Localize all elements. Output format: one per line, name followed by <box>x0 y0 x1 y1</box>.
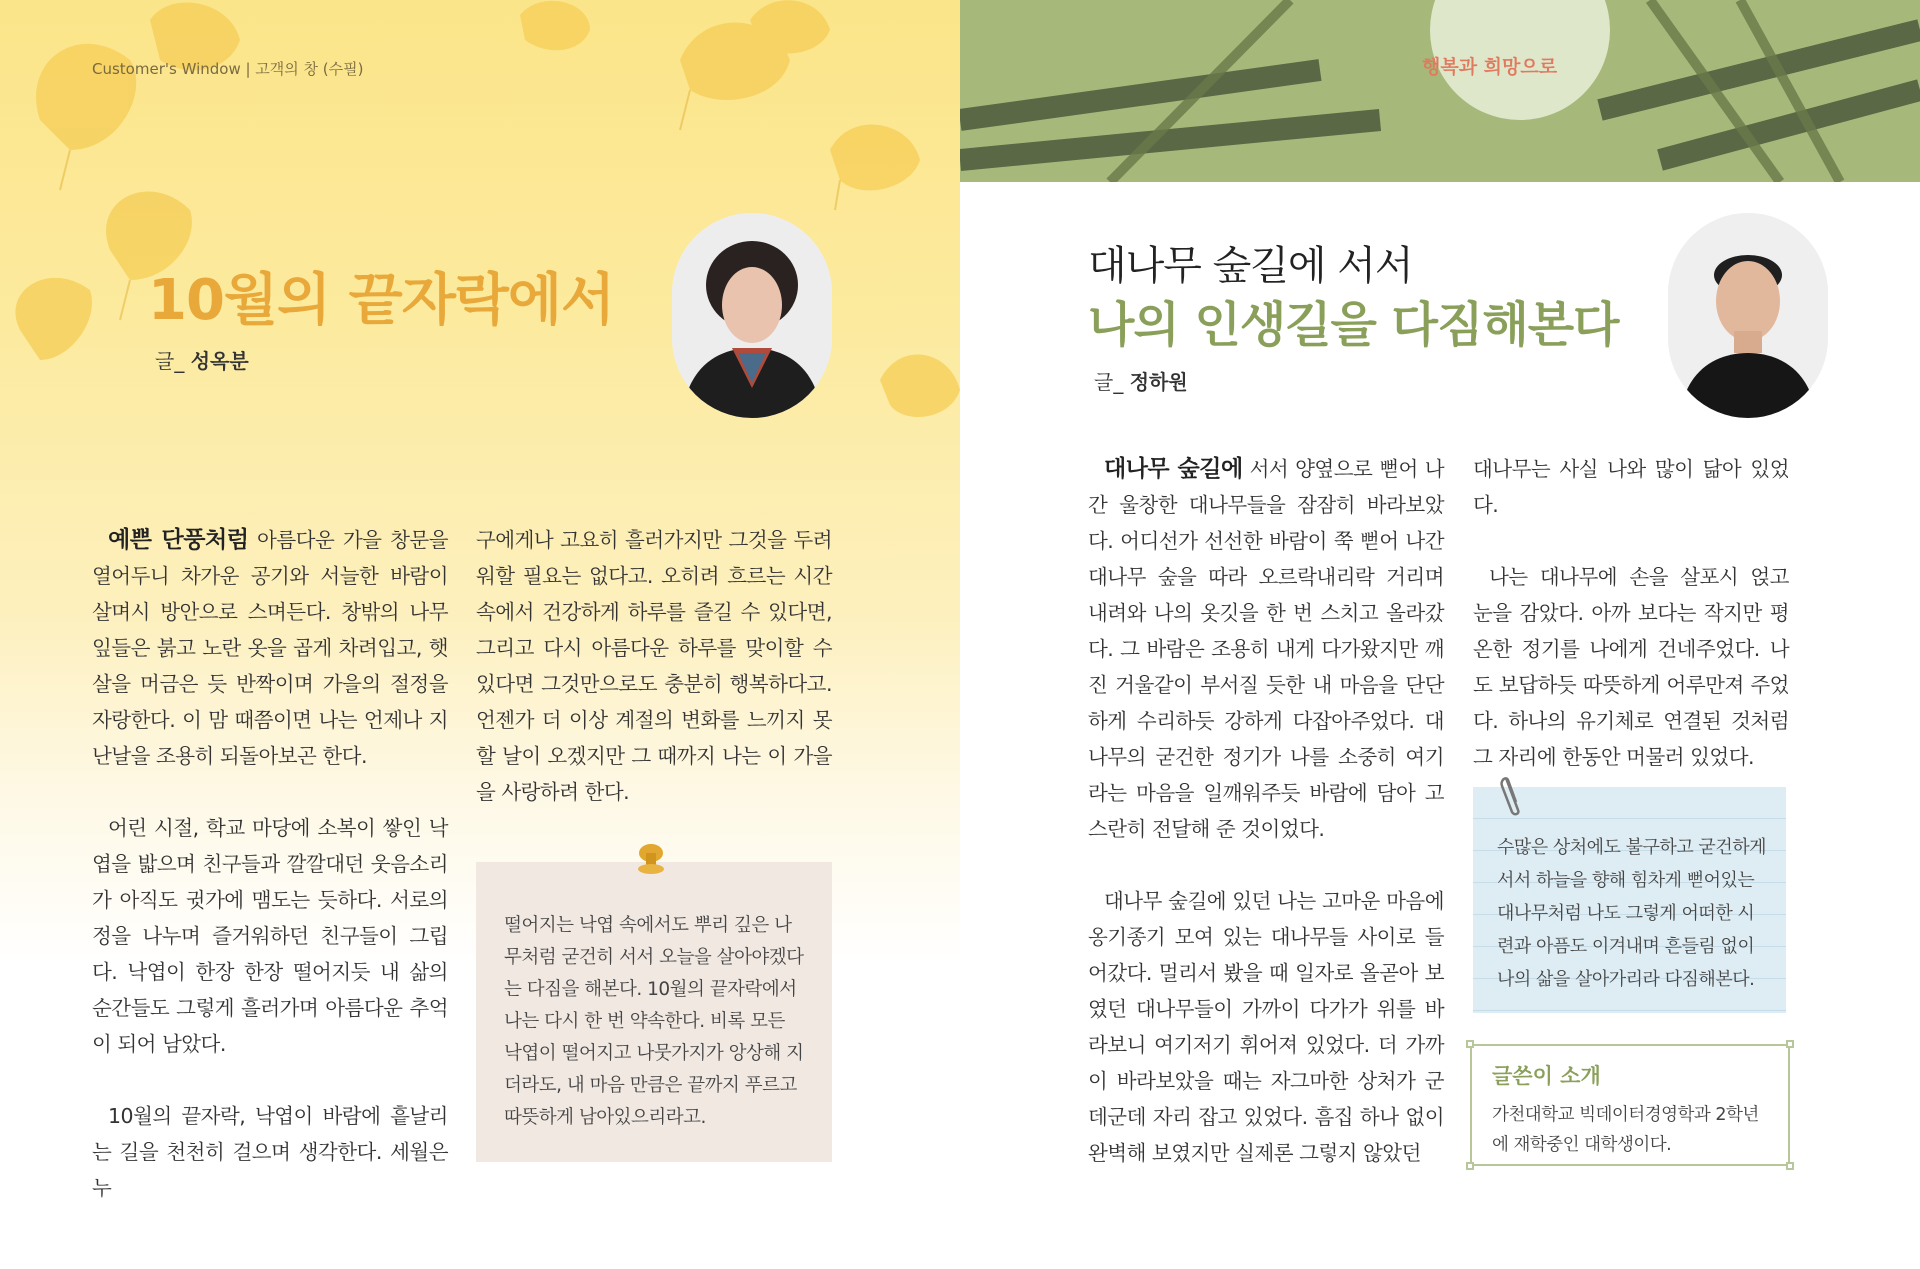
quote-note: 떨어지는 낙엽 속에서도 뿌리 깊은 나무처럼 굳건히 서서 오늘을 살아야겠다는 다짐을 해본다. 10월의 끝자락에서 나는 다시 한 번 약속한다. 비록 모든 낙엽이 떨어지고 나뭇가지가 앙상해 지더라도, 내 마음 만큼은 끝까지 푸르고 따뜻하게 남아있으리라고. <box>476 862 832 1162</box>
article-column-1 <box>1088 451 1444 1207</box>
section-header: Customer's Window | 고객의 창 (수필) <box>92 60 364 78</box>
paragraph-lead: 대나무 숲길에 <box>1104 456 1243 482</box>
corner-marker <box>1466 1162 1474 1170</box>
article-title-line-2: 나의 인생길을 다짐해본다 <box>1088 297 1619 353</box>
bamboo-image <box>960 0 1920 182</box>
paragraph: 어린 시절, 학교 마당에 소복이 쌓인 낙엽을 밟으며 친구들과 깔깔대던 웃음소리가 아직도 귓가에 맴도는 듯하다. 서로의 정을 나누며 즐거워하던 친구들이 그립다. 낙엽이 한장 한장 떨어지듯 내 삶의 순간들도 그렇게 흘러가며 아름다운 추억이 되어 남았다. <box>92 816 448 1056</box>
paragraph: 구에게나 고요히 흘러가지만 그것을 두려워할 필요는 없다고. 오히려 흐르는 시간 속에서 건강하게 하루를 즐길 수 있다면, 그리고 다시 아름다운 하루를 맞이할 수 있다면 그것만으로도 충분히 행복하다고. 언젠가 더 이상 계절의 변화를 느끼지 못할 날이 오겠지만 그 때까지 나는 이 가을을 사랑하려 한다. <box>476 528 832 804</box>
author-photo <box>1668 213 1828 418</box>
corner-marker <box>1466 1040 1474 1048</box>
paragraph-lead: 예쁜 단풍처럼 <box>108 527 249 553</box>
author-intro-title: 글쓴이 소개 <box>1492 1064 1601 1088</box>
paragraph <box>1088 451 1444 847</box>
bamboo-forest-banner <box>960 0 1920 182</box>
paragraph: 대나무 숲길에 있던 나는 고마운 마음에 옹기종기 모여 있는 대나무들 사이로 들어갔다. 멀리서 봤을 때 일자로 올곧아 보였던 대나무들이 가까이 다가가 위를 바라보니 여기저기 휘어져 있었다. 더 가까이 바라보았을 때는 자그마한 상처가 군데군데 자리 잡고 있었다. 흠집 하나 없이 완벽해 보였지만 실제론 그렇지 않았던 <box>1088 889 1444 1165</box>
article-column-2 <box>476 522 832 846</box>
banner-label: 행복과 희망으로 <box>1422 56 1558 78</box>
paperclip-icon <box>1500 772 1524 816</box>
article-title: 10월의 끝자락에서 <box>148 268 615 333</box>
paragraph <box>92 522 448 774</box>
paragraph: 10월의 끝자락, 낙엽이 바람에 흩날리는 길을 천천히 걸으며 생각한다. 세월은 누 <box>92 1104 448 1200</box>
right-page <box>960 0 1920 1269</box>
article-column-2 <box>1473 451 1789 811</box>
quote-note: 수많은 상처에도 불구하고 굳건하게 서서 하늘을 향해 힘차게 뻗어있는 대나무처럼 나도 그렇게 어떠한 시련과 아픔도 이겨내며 흔들림 없이 나의 삶을 살아가리라 다짐해본다. <box>1473 787 1786 1013</box>
paragraph: 나는 대나무에 손을 살포시 얹고 눈을 감았다. 아까 보다는 작지만 평온한 정기를 나에게 건네주었다. 나도 보답하듯 따뜻하게 어루만져 주었다. 하나의 유기체로 연결된 것처럼 그 자리에 한동안 머물러 있었다. <box>1473 565 1789 769</box>
paragraph-text: 서서 양옆으로 뻗어 나간 울창한 대나무들을 잠잠히 바라보았다. 어디선가 선선한 바람이 쭉 뻗어 나간 대나무 숲을 따라 오르락내리락 거리며 내려와 나의 옷깃을 한 번 스치고 올라갔다. 그 바람은 조용히 내게 다가왔지만 깨진 거울같이 부서질 듯한 내 마음을 단단하게 수리하듯 강하게 다잡아주었다. 대나무의 굳건한 정기가 나를 소중히 여기라는 마음을 일깨워주듯 바람에 담아 고스란히 전달해 준 것이었다. <box>1088 457 1444 841</box>
byline-prefix: 글_ <box>1094 370 1124 394</box>
author-intro-box <box>1470 1044 1790 1166</box>
author-intro-text: 가천대학교 빅데이터경영학과 2학년에 재학중인 대학생이다. <box>1492 1105 1759 1155</box>
byline <box>155 345 249 374</box>
author-photo <box>672 213 832 418</box>
byline-prefix: 글_ <box>155 349 185 373</box>
pushpin-icon <box>636 843 666 883</box>
paragraph: 대나무는 사실 나와 많이 닮아 있었다. <box>1473 457 1789 517</box>
paragraph-text: 아름다운 가을 창문을 열어두니 차가운 공기와 서늘한 바람이 살며시 방안으로 스며든다. 창밖의 나무 잎들은 붉고 노란 옷을 곱게 차려입고, 햇살을 머금은 듯 반짝이며 가을의 절정을 자랑한다. 이 맘 때쯤이면 나는 언제나 지난날을 조용히 되돌아보곤 한다. <box>92 528 448 768</box>
byline <box>1094 366 1188 395</box>
corner-marker <box>1786 1040 1794 1048</box>
article-column-1 <box>92 522 448 1242</box>
corner-marker <box>1786 1162 1794 1170</box>
article-title-line-1: 대나무 숲길에 서서 <box>1088 243 1413 289</box>
author-name: 정하원 <box>1129 370 1188 394</box>
author-name: 성옥분 <box>190 349 249 373</box>
